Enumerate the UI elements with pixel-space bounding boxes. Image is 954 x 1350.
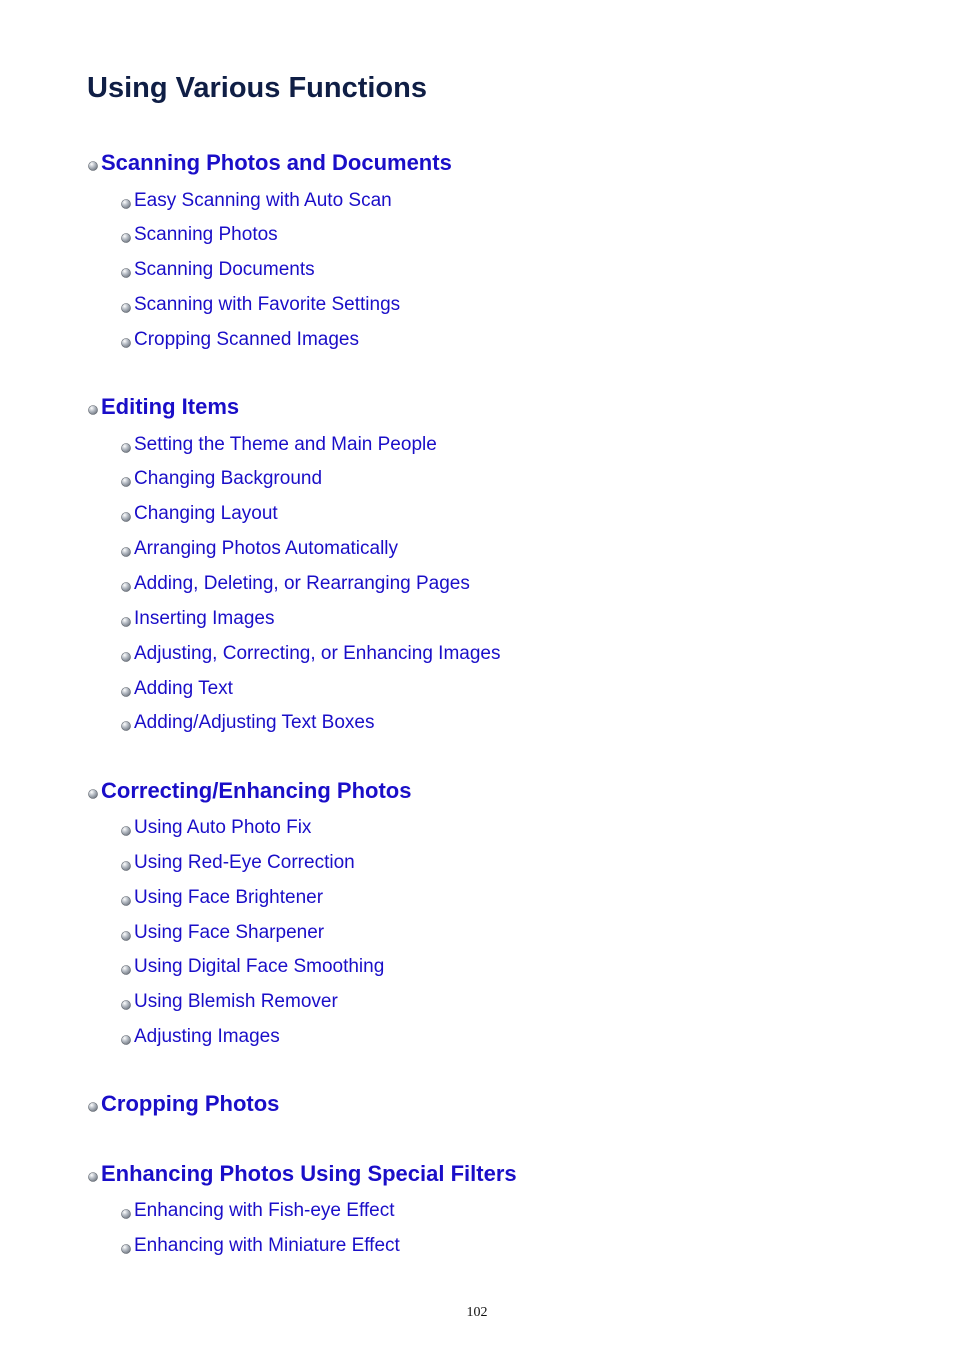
list-item-label: Enhancing with Miniature Effect [134,1235,400,1256]
list-item-label: Arranging Photos Automatically [134,538,399,559]
bullet-icon [121,826,131,836]
list-item[interactable] [121,502,278,526]
list-item-label: Using Digital Face Smoothing [134,956,385,977]
bullet-icon [121,582,131,592]
list-item-label: Using Face Sharpener [134,922,325,943]
bullet-icon [121,199,131,209]
bullet-icon [121,721,131,731]
section-label: Cropping Photos [101,1091,280,1116]
list-item[interactable] [121,677,233,701]
list-item[interactable] [121,711,374,735]
bullet-icon [121,896,131,906]
section-label: Correcting/Enhancing Photos [101,778,412,803]
bullet-icon [88,405,98,415]
list-item[interactable] [121,189,392,213]
list-item-label: Scanning Photos [134,224,278,245]
list-item[interactable] [121,467,322,491]
list-item[interactable] [121,921,324,945]
bullet-icon [121,861,131,871]
bullet-icon [121,965,131,975]
list-item[interactable] [121,433,437,457]
list-item-label: Adding, Deleting, or Rearranging Pages [134,573,470,594]
list-item[interactable] [121,572,470,596]
bullet-icon [121,443,131,453]
list-item[interactable] [121,816,311,840]
page-number: 102 [466,1305,488,1320]
bullet-icon [88,161,98,171]
section-label: Scanning Photos and Documents [101,150,452,175]
list-item-label: Using Face Brightener [134,887,324,908]
list-item-label: Scanning with Favorite Settings [134,294,401,315]
list-item[interactable] [121,1025,280,1049]
list-item-label: Adjusting, Correcting, or Enhancing Images [134,643,501,664]
list-item[interactable] [121,293,400,317]
list-item-label: Using Red-Eye Correction [134,852,355,873]
list-item[interactable] [121,1234,400,1258]
bullet-icon [121,303,131,313]
list-item-label: Inserting Images [134,608,275,629]
bullet-icon [121,1244,131,1254]
bullet-icon [121,338,131,348]
list-item-label: Cropping Scanned Images [134,329,359,350]
section-link-cropping-photos[interactable] [88,1089,279,1119]
bullet-icon [121,1000,131,1010]
list-item[interactable] [121,1199,395,1223]
list-item[interactable] [121,607,274,631]
bullet-icon [121,233,131,243]
list-item-label: Adding/Adjusting Text Boxes [134,712,375,733]
list-item[interactable] [121,328,359,352]
list-item[interactable] [121,990,338,1014]
bullet-icon [121,512,131,522]
section-link-editing-items[interactable] [88,392,239,422]
list-item[interactable] [121,955,384,979]
list-item[interactable] [121,886,323,910]
section-link-enhancing-photos-using-special-filters[interactable] [88,1159,517,1189]
section-label: Editing Items [101,394,240,419]
bullet-icon [121,477,131,487]
bullet-icon [121,547,131,557]
section-label: Enhancing Photos Using Special Filters [101,1161,517,1186]
list-item-label: Adjusting Images [134,1026,280,1047]
bullet-icon [121,1035,131,1045]
bullet-icon [121,687,131,697]
bullet-icon [88,789,98,799]
bullet-icon [121,268,131,278]
list-item[interactable] [121,223,278,247]
list-item-label: Scanning Documents [134,259,315,280]
list-item[interactable] [121,642,500,666]
bullet-icon [121,1209,131,1219]
list-item-label: Setting the Theme and Main People [134,434,437,455]
section-link-correcting-enhancing-photos[interactable] [88,776,411,806]
list-item[interactable] [121,851,355,875]
list-item-label: Changing Layout [134,503,278,524]
bullet-icon [121,652,131,662]
list-item-label: Adding Text [134,678,233,699]
bullet-icon [121,931,131,941]
list-item[interactable] [121,537,398,561]
section-link-scanning-photos-and-documents[interactable] [88,148,452,178]
bullet-icon [121,617,131,627]
list-item-label: Easy Scanning with Auto Scan [134,190,392,211]
page-title: Using Various Functions [87,72,427,104]
bullet-icon [88,1102,98,1112]
bullet-icon [88,1172,98,1182]
list-item[interactable] [121,258,315,282]
list-item-label: Enhancing with Fish-eye Effect [134,1200,395,1221]
list-item-label: Using Auto Photo Fix [134,817,312,838]
list-item-label: Changing Background [134,468,323,489]
list-item-label: Using Blemish Remover [134,991,338,1012]
